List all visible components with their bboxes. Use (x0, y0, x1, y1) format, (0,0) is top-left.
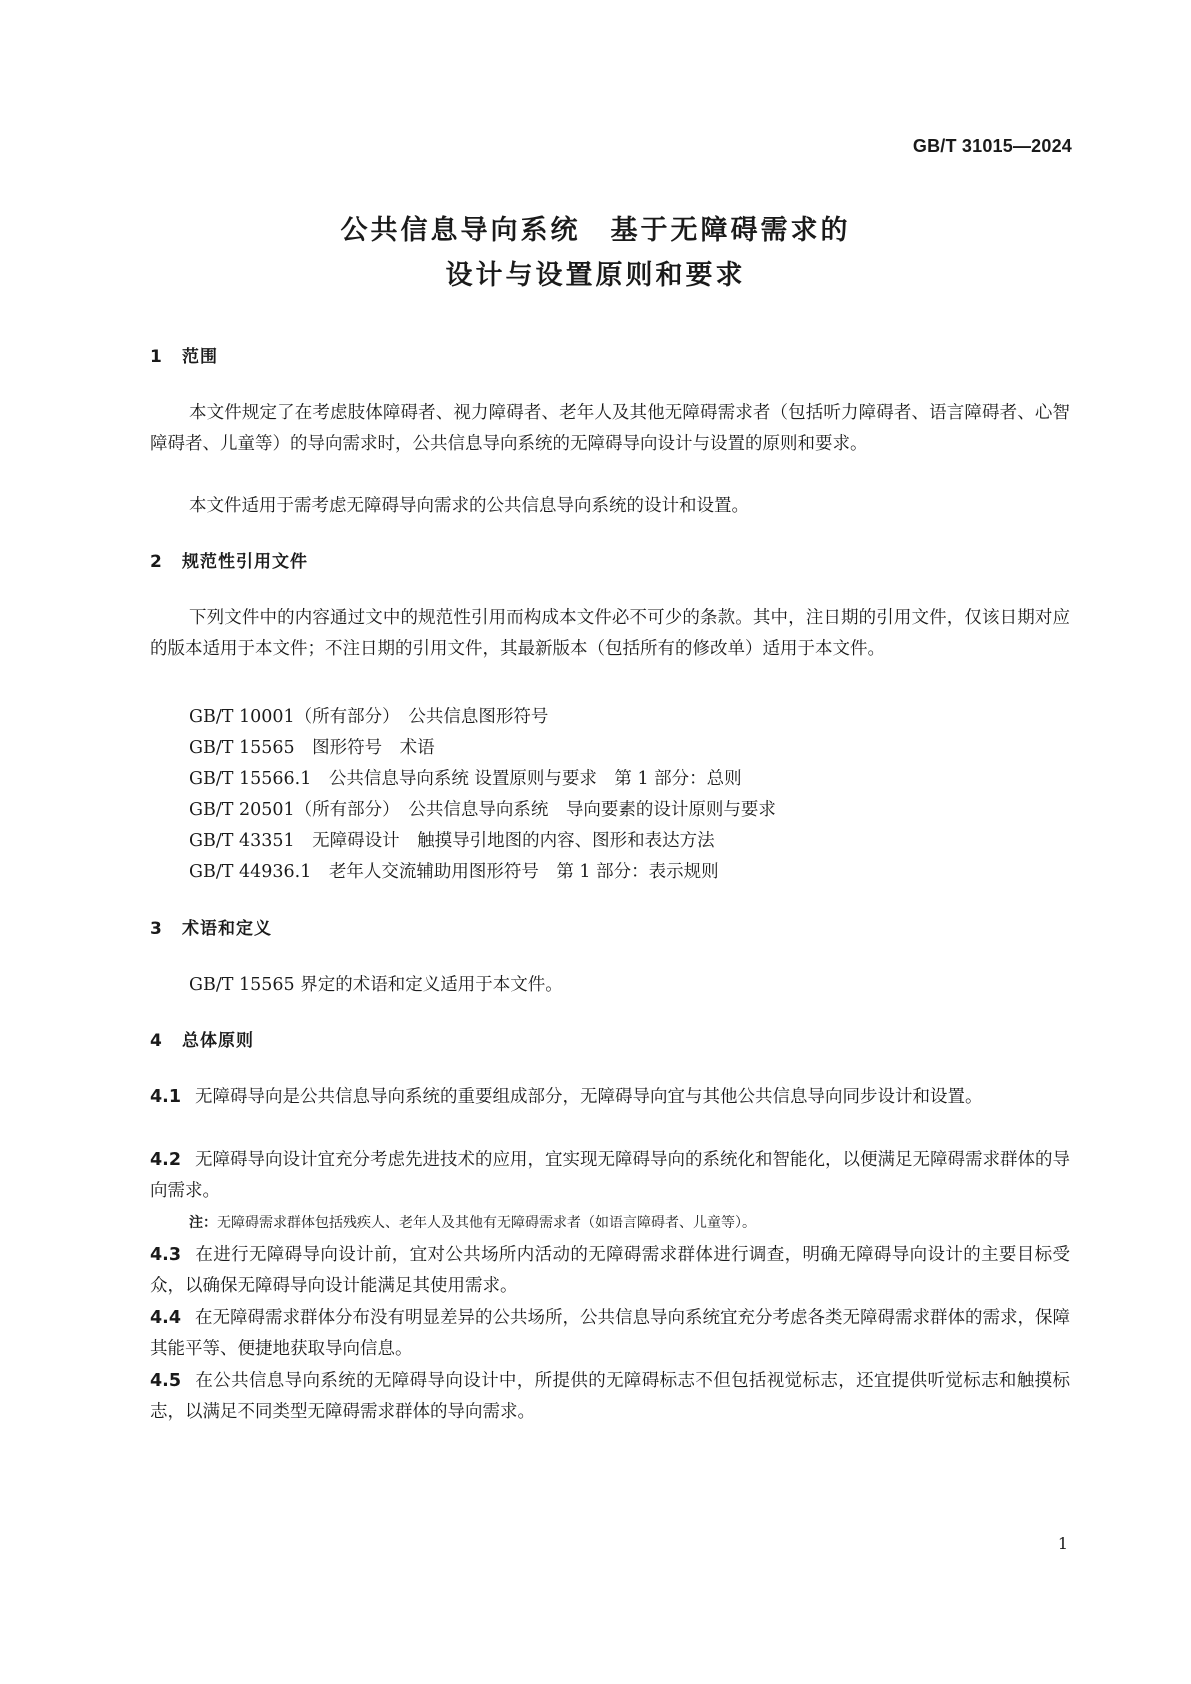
clause-text: 在无障碍需求群体分布没有明显差异的公共场所，公共信息导向系统宜充分考虑各类无障碍需求群体的需求，保障其能平等、便捷地获取导向信息。 (150, 1308, 1071, 1359)
section-3-heading (150, 914, 272, 939)
document-title-line-1: 公共信息导向系统 基于无障碍需求的 (340, 215, 851, 246)
note-label: 注： (189, 1215, 217, 1231)
section-1-paragraph-1: 本文件规定了在考虑肢体障碍者、视力障碍者、老年人及其他无障碍需求者（包括听力障碍者、语言障碍者、心智障碍者、儿童等）的导向需求时，公共信息导向系统的无障碍导向设计与设置的原则和要求。 (150, 403, 1070, 454)
section-3-paragraph-1: GB/T 15565 界定的术语和定义适用于本文件。 (189, 975, 563, 995)
section-1-paragraph-2: 本文件适用于需考虑无障碍导向需求的公共信息导向系统的设计和设置。 (189, 496, 749, 516)
page-number: 1 (1057, 1534, 1068, 1553)
section-2-paragraph-1: 下列文件中的内容通过文中的规范性引用而构成本文件必不可少的条款。其中，注日期的引用文件，仅该日期对应的版本适用于本文件；不注日期的引用文件，其最新版本（包括所有的修改单）适用于本文件。 (150, 608, 1070, 659)
reference-item: GB/T 43351 无障碍设计 触摸导引地图的内容、图形和表达方法 (189, 831, 715, 851)
clause-text: 在进行无障碍导向设计前，宜对公共场所内活动的无障碍需求群体进行调查，明确无障碍导向设计的主要目标受众，以确保无障碍导向设计能满足其使用需求。 (150, 1245, 1070, 1296)
reference-item: GB/T 44936.1 老年人交流辅助用图形符号 第 1 部分：表示规则 (189, 862, 719, 882)
clause-4-3 (150, 1240, 1070, 1302)
reference-item: GB/T 15565 图形符号 术语 (189, 738, 435, 758)
section-2-number: 2 (150, 552, 163, 572)
clause-4-2 (150, 1145, 1070, 1207)
section-1-heading (150, 342, 218, 367)
note-4-2 (189, 1212, 756, 1232)
reference-item: GB/T 10001（所有部分） 公共信息图形符号 (189, 707, 549, 727)
section-2-heading (150, 547, 308, 572)
clause-number: 4.4 (150, 1308, 182, 1328)
section-4-title: 总体原则 (182, 1031, 254, 1051)
section-3-title: 术语和定义 (182, 919, 272, 939)
clause-number: 4.2 (150, 1150, 182, 1170)
clause-number: 4.1 (150, 1087, 182, 1107)
clause-4-4 (150, 1303, 1070, 1365)
section-2-title: 规范性引用文件 (182, 552, 308, 572)
clause-4-5 (150, 1366, 1070, 1428)
clause-4-1 (150, 1082, 1070, 1113)
clause-number: 4.3 (150, 1245, 182, 1265)
clause-number: 4.5 (150, 1371, 182, 1391)
clause-text: 无障碍导向是公共信息导向系统的重要组成部分，无障碍导向宜与其他公共信息导向同步设计和设置。 (195, 1087, 983, 1107)
section-1-title: 范围 (182, 347, 218, 367)
document-title-line-2: 设计与设置原则和要求 (445, 260, 746, 291)
section-4-heading (150, 1026, 254, 1051)
section-4-number: 4 (150, 1031, 163, 1051)
note-text: 无障碍需求群体包括残疾人、老年人及其他有无障碍需求者（如语言障碍者、儿童等）。 (217, 1215, 756, 1231)
section-3-number: 3 (150, 919, 163, 939)
standard-number: GB/T 31015—2024 (912, 136, 1072, 156)
clause-text: 在公共信息导向系统的无障碍导向设计中，所提供的无障碍标志不但包括视觉标志，还宜提供听觉标志和触摸标志，以满足不同类型无障碍需求群体的导向需求。 (150, 1371, 1070, 1422)
reference-item: GB/T 20501（所有部分） 公共信息导向系统 导向要素的设计原则与要求 (189, 800, 776, 820)
section-1-number: 1 (150, 347, 163, 367)
reference-item: GB/T 15566.1 公共信息导向系统 设置原则与要求 第 1 部分：总则 (189, 769, 742, 789)
clause-text: 无障碍导向设计宜充分考虑先进技术的应用，宜实现无障碍导向的系统化和智能化，以便满足无障碍需求群体的导向需求。 (150, 1150, 1071, 1201)
